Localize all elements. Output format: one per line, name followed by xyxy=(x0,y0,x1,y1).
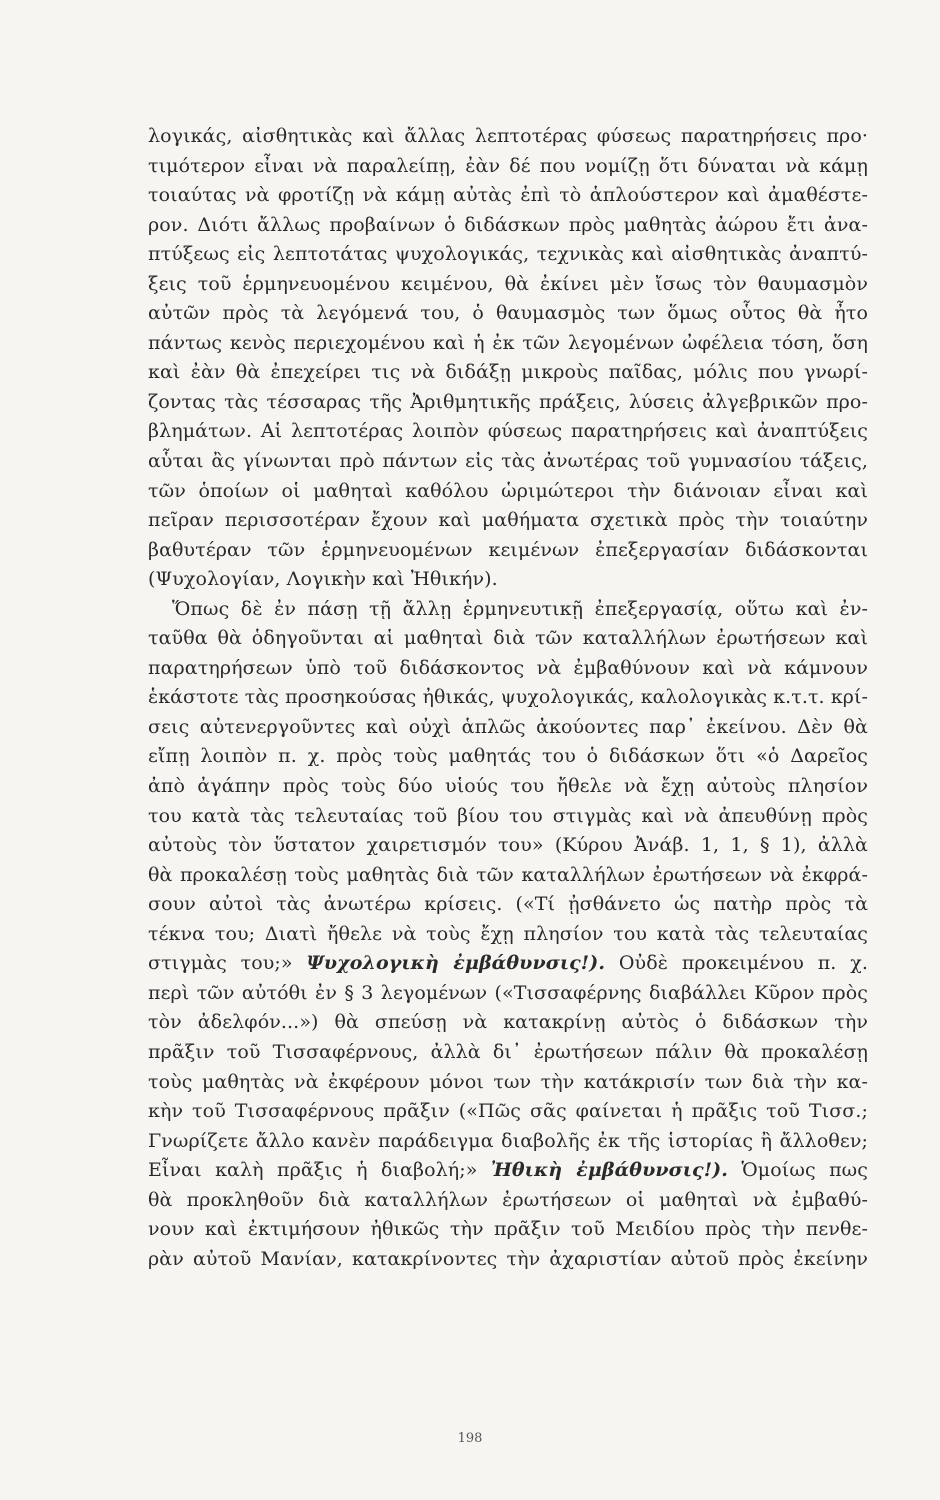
text-line: θὰ προκαλέσῃ τοὺς μαθητὰς διὰ τῶν καταλλήλων ἐρωτήσεων νὰ ἐκφρά- xyxy=(148,863,868,886)
text-line: καὶ ἐὰν θὰ ἐπεχείρει τις νὰ διδάξῃ μικροὺς παῖδας, μόλις που γνωρί- xyxy=(148,361,868,384)
text-line: θὰ προκληθοῦν διὰ καταλλήλων ἐρωτήσεων οἱ μαθηταὶ νὰ ἐμβαθύ- xyxy=(148,1188,868,1211)
text-line: ρὰν αὐτοῦ Μανίαν, κατακρίνοντες τὴν ἀχαριστίαν αὐτοῦ πρὸς ἐκείνην xyxy=(148,1247,868,1270)
text-line: περὶ τῶν αὐτόθι ἐν § 3 λεγομένων («Τισσαφέρνης διαβάλλει Κῦρον πρὸς xyxy=(148,981,868,1004)
text-segment: στιγμὰς του;» xyxy=(148,952,307,975)
text-line: κὴν τοῦ Τισσαφέρνους πρᾶξιν («Πῶς σᾶς φαίνεται ἡ πρᾶξις τοῦ Τισσ.; xyxy=(148,1100,868,1123)
text-line: πτύξεως εἰς λεπτοτάτας ψυχολογικάς, τεχνικὰς καὶ αἰσθητικὰς ἀναπτύ- xyxy=(148,243,868,266)
text-line: ξεις τοῦ ἑρμηνευομένου κειμένου, θὰ ἐκίνει μὲν ἴσως τὸν θαυμασμὸν xyxy=(148,272,868,295)
text-line: εἴπῃ λοιπὸν π. χ. πρὸς τοὺς μαθητάς του ὁ διδάσκων ὅτι «ὁ Δαρεῖος xyxy=(148,745,868,768)
bold-italic-emphasis: Ψυχολογικὴ ἐμβάθυνσις!). xyxy=(306,952,606,975)
text-line: σουν αὐτοὶ τὰς ἀνωτέρω κρίσεις. («Τί ᾐσθάνετο ὡς πατὴρ πρὸς τὰ xyxy=(148,893,868,916)
text-line: ρον. Διότι ἄλλως προβαίνων ὁ διδάσκων πρὸς μαθητὰς ἀώρου ἔτι ἀνα- xyxy=(148,213,868,236)
paragraph-start-line: Ὅπως δὲ ἐν πάσῃ τῇ ἄλλῃ ἑρμηνευτικῇ ἐπεξεργασίᾳ, οὕτω καὶ ἐν- xyxy=(172,597,868,620)
text-line: τοὺς μαθητὰς νὰ ἐκφέρουν μόνοι των τὴν κατάκρισίν των διὰ τὴν κα- xyxy=(148,1070,868,1093)
text-segment: Εἶναι καλὴ πρᾶξις ἡ διαβολή;» xyxy=(148,1159,491,1182)
text-line: σεις αὐτενεργοῦντες καὶ οὐχὶ ἁπλῶς ἀκούοντες παρ᾽ ἐκείνου. Δὲν θὰ xyxy=(148,715,868,738)
text-segment: Οὐδὲ προκειμένου π. χ. xyxy=(605,952,868,975)
text-line: αὐτῶν πρὸς τὰ λεγόμενά του, ὁ θαυμασμὸς των ὅμως οὗτος θὰ ἦτο xyxy=(148,302,868,325)
bold-italic-emphasis: Ἠθικὴ ἐμβάθυνσις!). xyxy=(490,1159,728,1182)
text-line: πρᾶξιν τοῦ Τισσαφέρνους, ἀλλὰ δι᾽ ἐρωτήσεων πάλιν θὰ προκαλέσῃ xyxy=(148,1040,868,1063)
text-line: αὗται ἂς γίνωνται πρὸ πάντων εἰς τὰς ἀνωτέρας τοῦ γυμνασίου τάξεις, xyxy=(148,450,868,473)
text-line-emphasis xyxy=(148,949,868,979)
text-line: λογικάς, αἰσθητικὰς καὶ ἄλλας λεπτοτέρας φύσεως παρατηρήσεις προ· xyxy=(148,125,868,147)
text-line: του κατὰ τὰς τελευταίας τοῦ βίου του στιγμὰς καὶ νὰ ἀπευθύνῃ πρὸς xyxy=(148,804,868,827)
text-line: τῶν ὁποίων οἱ μαθηταὶ καθόλου ὡριμώτεροι τὴν διάνοιαν εἶναι καὶ xyxy=(148,479,868,502)
text-line: ἀπὸ ἀγάπην πρὸς τοὺς δύο υἱούς του ἤθελε νὰ ἔχῃ αὐτοὺς πλησίον xyxy=(148,775,868,798)
text-line: ταῦθα θὰ ὁδηγοῦνται αἱ μαθηταὶ διὰ τῶν καταλλήλων ἐρωτήσεων καὶ xyxy=(148,627,868,650)
text-line: πάντως κενὸς περιεχομένου καὶ ἡ ἐκ τῶν λεγομένων ὠφέλεια τόση, ὅση xyxy=(148,331,868,354)
text-line: αὐτοὺς τὸν ὕστατον χαιρετισμόν του» (Κύρου Ἀνάβ. 1, 1, § 1), ἀλλὰ xyxy=(148,834,868,857)
text-line-emphasis xyxy=(148,1156,868,1186)
text-line: παρατηρήσεων ὑπὸ τοῦ διδάσκοντος νὰ ἐμβαθύνουν καὶ νὰ κάμνουν xyxy=(148,656,868,679)
text-segment: Ὁμοίως πως xyxy=(727,1159,869,1182)
text-line: Γνωρίζετε ἄλλο κανὲν παράδειγμα διαβολῆς ἐκ τῆς ἱστορίας ἢ ἄλλοθεν; xyxy=(148,1129,868,1152)
text-line: (Ψυχολογίαν, Λογικὴν καὶ Ἠθικήν). xyxy=(148,568,498,591)
text-line: ἑκάστοτε τὰς προσηκούσας ἠθικάς, ψυχολογικάς, καλολογικὰς κ.τ.τ. κρί- xyxy=(148,686,868,709)
text-line: τιμότερον εἶναι νὰ παραλείπῃ, ἐὰν δέ που νομίζῃ ὅτι δύναται νὰ κάμῃ xyxy=(148,154,868,177)
text-line: τὸν ἀδελφόν...») θὰ σπεύσῃ νὰ κατακρίνῃ αὐτὸς ὁ διδάσκων τὴν xyxy=(148,1011,868,1034)
text-line: πεῖραν περισσοτέραν ἔχουν καὶ μαθήματα σχετικὰ πρὸς τὴν τοιαύτην xyxy=(148,509,868,532)
text-line: νουν καὶ ἐκτιμήσουν ἠθικῶς τὴν πρᾶξιν τοῦ Μειδίου πρὸς τὴν πενθε- xyxy=(148,1218,868,1241)
text-line: τοιαύτας νὰ φροτίζῃ νὰ κάμῃ αὐτὰς ἐπὶ τὸ ἁπλούστερον καὶ ἀμαθέστε- xyxy=(148,184,868,207)
text-line: βαθυτέραν τῶν ἑρμηνευομένων κειμένων ἐπεξεργασίαν διδάσκονται xyxy=(148,538,868,561)
document-page xyxy=(148,122,868,1274)
text-line: ζοντας τὰς τέσσαρας τῆς Ἀριθμητικῆς πράξεις, λύσεις ἀλγεβρικῶν προ- xyxy=(148,390,868,413)
text-line: τέκνα του; Διατὶ ἤθελε νὰ τοὺς ἔχῃ πλησίον του κατὰ τὰς τελευταίας xyxy=(148,922,868,945)
text-line: βλημάτων. Αἱ λεπτοτέρας λοιπὸν φύσεως παρατηρήσεις καὶ ἀναπτύξεις xyxy=(148,420,868,443)
page-number: 198 xyxy=(457,1431,483,1446)
